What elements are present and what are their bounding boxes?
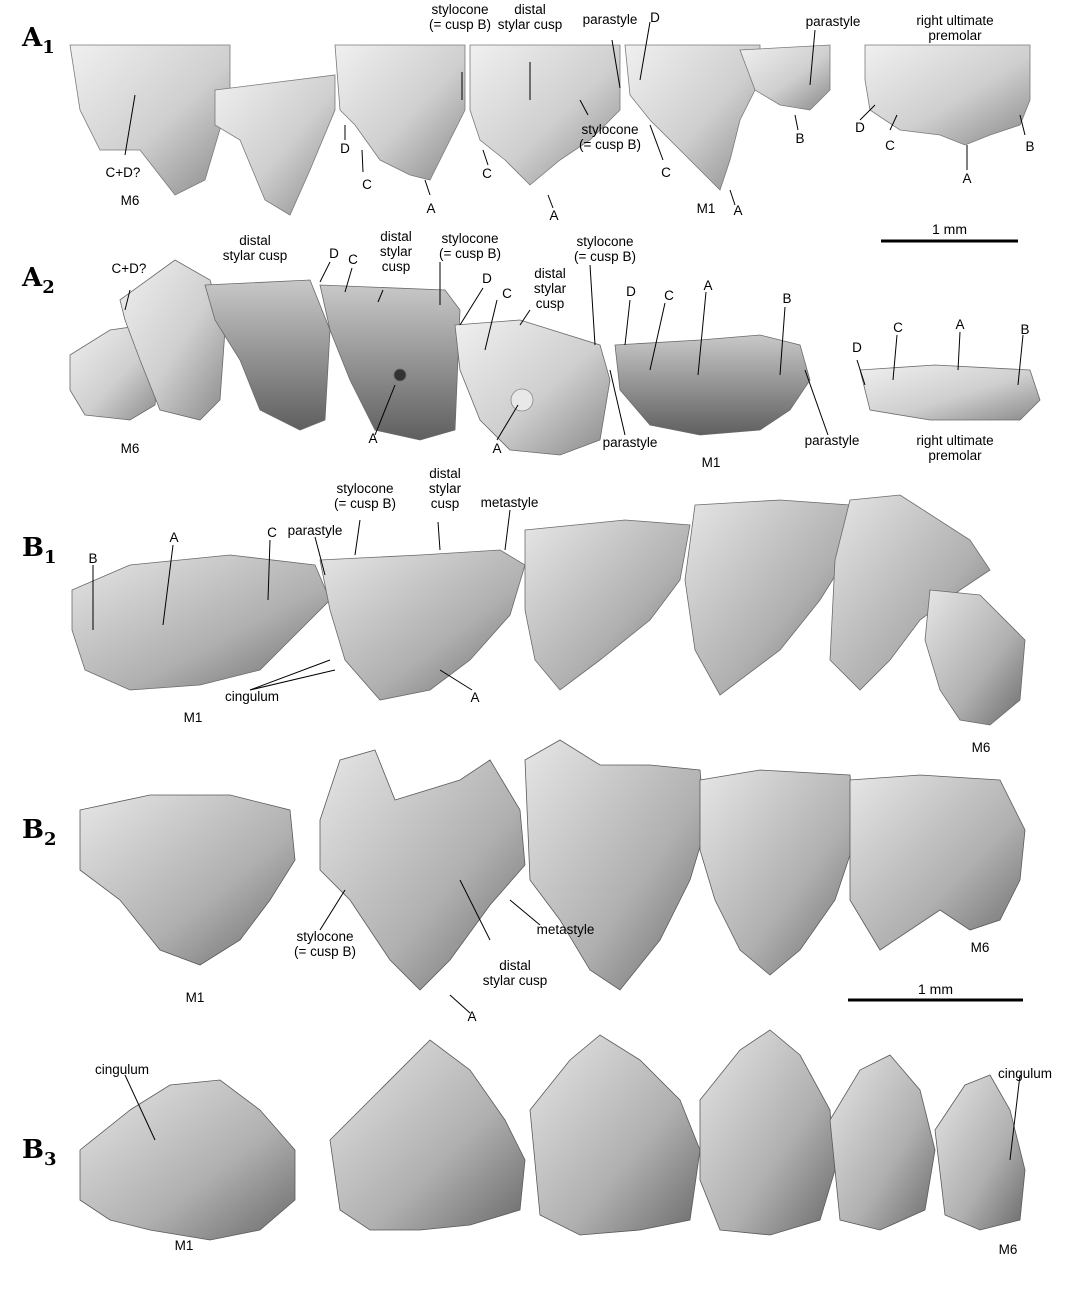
a1-label-a-1: A: [426, 201, 436, 216]
a2-label-cd: C+D?: [111, 261, 147, 276]
b2-label-distal-stylar-cusp: distal stylar cusp: [482, 958, 548, 988]
a2-label-parastyle-2: parastyle: [804, 433, 860, 448]
a2-label-c-4: C: [893, 320, 903, 335]
a2-label-a-3: A: [492, 441, 502, 456]
a2-label-a-1: A: [703, 278, 713, 293]
b1-label-stylocone: stylocone (= cusp B): [334, 481, 396, 511]
a1-label-c-1: C: [362, 177, 372, 192]
panel-label-b1: $B_1$: [22, 533, 57, 568]
a2-label-c-3: C: [664, 288, 674, 303]
a1-label-a-4: A: [962, 171, 972, 186]
b1-label-cingulum: cingulum: [224, 689, 280, 704]
a1-label-m1: M1: [696, 201, 716, 216]
a2-label-m6: M6: [120, 441, 140, 456]
a1-label-right-ultimate-premolar: right ultimate premolar: [916, 13, 994, 43]
a1-label-stylocone: stylocone (= cusp B): [429, 2, 491, 32]
b1-label-c: C: [267, 525, 277, 540]
b3-label-cingulum-1: cingulum: [94, 1062, 150, 1077]
a2-label-a-4: A: [955, 317, 965, 332]
a2-label-d-2: D: [482, 271, 492, 286]
b1-label-a-1: A: [169, 530, 179, 545]
b1-label-m1: M1: [183, 710, 203, 725]
b1-label-b: B: [88, 551, 98, 566]
a1-label-b-1: B: [795, 131, 805, 146]
b2-label-a: A: [467, 1009, 477, 1024]
a2-label-distal-stylar-cusp-3: distal stylar cusp: [533, 266, 567, 311]
a1-label-distal-stylar-cusp: distal stylar cusp: [497, 2, 563, 32]
b1-label-m6: M6: [971, 740, 991, 755]
b3-label-m6: M6: [998, 1242, 1018, 1257]
b3-label-m1: M1: [174, 1238, 194, 1253]
a1-label-b-2: B: [1025, 139, 1035, 154]
scale-bar-top-label: 1 mm: [932, 221, 967, 237]
b1-label-metastyle: metastyle: [480, 495, 539, 510]
panel-label-b3: $B_3$: [22, 1135, 57, 1170]
a2-label-d-3: D: [626, 284, 636, 299]
b1-label-distal-stylar-cusp: distal stylar cusp: [428, 466, 462, 511]
a1-label-d-1: D: [650, 10, 660, 25]
a2-label-d-1: D: [329, 246, 339, 261]
scale-bar-bottom-label: 1 mm: [918, 981, 953, 997]
a2-label-a-2: A: [368, 431, 378, 446]
a2-label-stylocone-2: stylocone (= cusp B): [574, 234, 636, 264]
b3-label-cingulum-2: cingulum: [997, 1066, 1053, 1081]
a1-label-c-2: C: [482, 166, 492, 181]
a2-label-parastyle-1: parastyle: [602, 435, 658, 450]
a1-label-d-2: D: [340, 141, 350, 156]
a1-label-c-4: C: [885, 138, 895, 153]
b1-label-a-2: A: [470, 690, 480, 705]
a1-label-c-3: C: [661, 165, 671, 180]
a1-label-m6: M6: [120, 193, 140, 208]
panel-label-b2: $B_2$: [22, 815, 57, 850]
a1-label-parastyle-1: parastyle: [582, 12, 638, 27]
b3-teeth: [80, 1030, 1025, 1240]
a2-label-b-1: B: [782, 291, 792, 306]
a2-label-distal-stylar-cusp-1: distal stylar cusp: [222, 233, 288, 263]
a1-label-cd: C+D?: [105, 165, 141, 180]
panel-label-a1: $A_1$: [22, 23, 55, 58]
a1-teeth: [70, 45, 1030, 215]
a1-label-d-3: D: [855, 120, 865, 135]
b2-teeth: [80, 740, 1025, 990]
a2-label-distal-stylar-cusp-2: distal stylar cusp: [379, 229, 413, 274]
a2-label-right-ultimate-premolar: right ultimate premolar: [916, 433, 994, 463]
a2-label-stylocone-1: stylocone (= cusp B): [439, 231, 501, 261]
a1-label-parastyle-2: parastyle: [805, 14, 861, 29]
a1-label-a-2: A: [549, 208, 559, 223]
panel-label-a2: $A_2$: [22, 263, 55, 298]
a1-label-stylocone-2: stylocone (= cusp B): [579, 122, 641, 152]
a2-label-d-4: D: [852, 340, 862, 355]
a2-label-m1: M1: [701, 455, 721, 470]
b2-label-m1: M1: [185, 990, 205, 1005]
a2-label-c-2: C: [502, 286, 512, 301]
b2-label-stylocone: stylocone (= cusp B): [294, 929, 356, 959]
a2-label-c-1: C: [348, 252, 358, 267]
a2-label-b-2: B: [1020, 322, 1030, 337]
b2-label-metastyle: metastyle: [536, 922, 595, 937]
a1-label-a-3: A: [733, 203, 743, 218]
b2-label-m6: M6: [970, 940, 990, 955]
b1-label-parastyle: parastyle: [287, 523, 343, 538]
